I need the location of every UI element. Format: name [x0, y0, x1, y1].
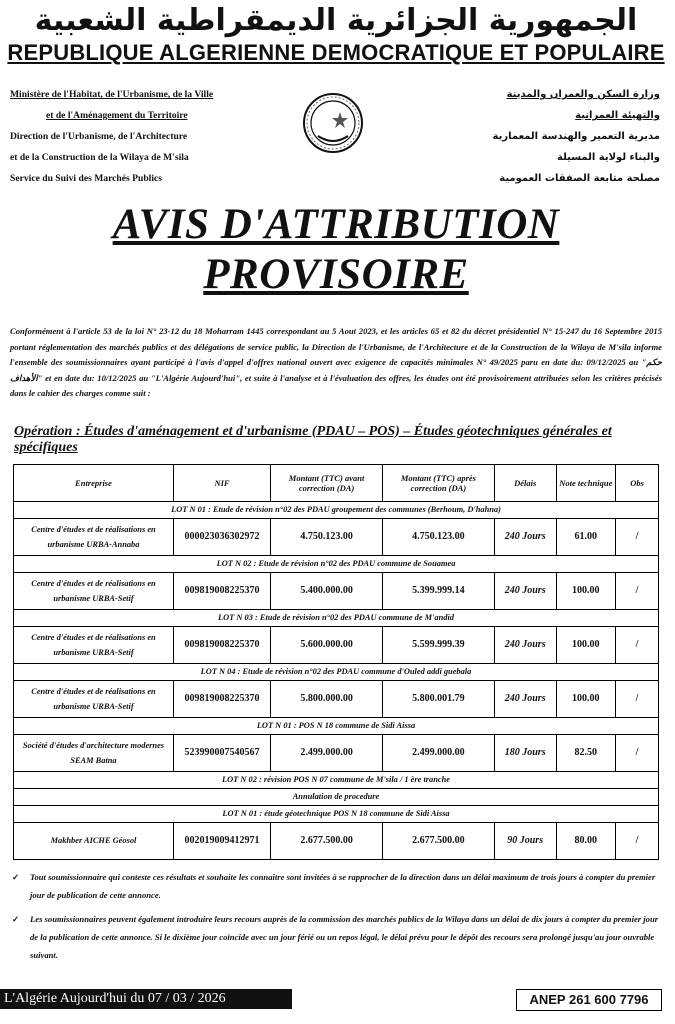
- cell-nif: 523990007540567: [173, 734, 270, 771]
- issuer-left-block: [10, 84, 280, 189]
- cell-delais: 240 Jours: [494, 572, 556, 609]
- lot-row: LOT N 01 : POS N 18 commune de Sidi Aissa: [14, 717, 659, 734]
- col-obs: Obs: [616, 464, 659, 501]
- direction-line-2: et de la Construction de la Wilaya de M'sila: [10, 152, 189, 163]
- cell-note: 100.00: [556, 626, 616, 663]
- direction-line-1: Direction de l'Urbanisme, de l'Architecture: [10, 131, 188, 142]
- cell-delais: 90 Jours: [494, 822, 556, 859]
- cell-amount-after: 4.750.123.00: [383, 518, 495, 555]
- lot-row: LOT N 01 : Etude de révision n°02 des PDAU groupement des communes (Berhoum, D'hahna): [14, 501, 659, 518]
- notes-section: [6, 868, 666, 964]
- cell-amount-before: 2.499.000.00: [271, 734, 383, 771]
- cell-delais: 240 Jours: [494, 518, 556, 555]
- checkmark-icon: ✓: [12, 871, 20, 882]
- cell-note: 61.00: [556, 518, 616, 555]
- note-text: Les soumissionnaires peuvent également introduire leurs recours auprès de la commission des marchés publics de la Wilaya dans un délai de dix jours à compter du premier jour de la publication de cette annonce. Si le dixième jour coïncide avec un jour férié ou un repos légal, le délai prévu pour le dépôt des recours sera prolongé jusqu'au jour ouvrable suivant.: [30, 913, 659, 960]
- direction-line-1-ar: مديرية التعمير والهندسة المعمارية: [492, 131, 660, 142]
- newspaper-footer: L'Algérie Aujourd'hui du 07 / 03 / 2026: [0, 989, 292, 1009]
- lot-row: LOT N 01 : étude géotechnique POS N 18 commune de Sidi Aissa: [14, 805, 659, 822]
- issuer-header: [6, 80, 666, 198]
- lot-row: LOT N 02 : révision POS N 07 commune de M'sila / 1 ère tranche: [14, 771, 659, 788]
- cell-nif: 009819008225370: [173, 572, 270, 609]
- lot-row: Annulation de procedure: [14, 788, 659, 805]
- french-republic-title: REPUBLIQUE ALGERIENNE DEMOCRATIQUE ET POPULAIRE: [7, 40, 665, 65]
- cell-amount-after: 2.677.500.00: [383, 822, 495, 859]
- attribution-table: [13, 464, 659, 860]
- lot-row: LOT N 04 : Etude de révision n°02 des PDAU commune d'Ouled addi guebala: [14, 663, 659, 680]
- intro-paragraph: Conformément à l'article 53 de la loi N° 23-12 du 18 Moharram 1445 correspondant au 5 Aout 2023, et les articles 65 et 82 du décret présidentiel N° 15-247 du 16 Septembre 2015 portant réglementation des marchés publics et des délégations de service public, la Direction de l'Urbanisme, de l'Architecture et de la Construction de la Wilaya de M'sila informe l'ensemble des soumissionnaires ayant participé à l'avis d'appel d'offres national ouvert avec exigence de capacités minimales N° 49/2025 paru en date du: 09/12/2025 au "حكم الأهداف" et en date du: 10/12/2025 au "L'Algérie Aujourd'hui", et suite à l'analyse et à l'évaluation des offres, les études ont été provisoirement attribuées selon les critères précisés dans le cahier des charges comme suit :: [10, 326, 662, 398]
- direction-line-2-ar: والبناء لولاية المسيلة: [557, 152, 660, 163]
- note-item: [12, 868, 660, 904]
- table-row: [14, 518, 659, 555]
- cell-nif: 009819008225370: [173, 626, 270, 663]
- cell-delais: 180 Jours: [494, 734, 556, 771]
- cell-entreprise: Centre d'études et de réalisations en urbanisme URBA-Setif: [14, 626, 174, 663]
- ministry-line-2-ar: والتهيئة العمرانية: [575, 110, 660, 121]
- cell-obs: /: [616, 822, 659, 859]
- arabic-republic-title: الجمهورية الجزائرية الديمقراطية الشعبية: [34, 3, 638, 38]
- cell-obs: /: [616, 572, 659, 609]
- table-row: [14, 572, 659, 609]
- table-body: [14, 501, 659, 859]
- service-line-ar: مصلحة متابعة الصفقات العمومية: [499, 173, 660, 184]
- cell-amount-before: 5.400.000.00: [271, 572, 383, 609]
- cell-entreprise: Société d'études d'architecture modernes SEAM Batna: [14, 734, 174, 771]
- cell-amount-before: 2.677.500.00: [271, 822, 383, 859]
- cell-amount-after: 5.399.999.14: [383, 572, 495, 609]
- ministry-line-1: Ministère de l'Habitat, de l'Urbanisme, de la Ville: [10, 89, 214, 100]
- cell-note: 100.00: [556, 572, 616, 609]
- cell-delais: 240 Jours: [494, 626, 556, 663]
- cell-entreprise: Centre d'études et de réalisations en urbanisme URBA-Setif: [14, 572, 174, 609]
- cell-note: 80.00: [556, 822, 616, 859]
- cell-amount-after: 2.499.000.00: [383, 734, 495, 771]
- table-row: [14, 680, 659, 717]
- cell-nif: 000023036302972: [173, 518, 270, 555]
- cell-nif: 009819008225370: [173, 680, 270, 717]
- cell-delais: 240 Jours: [494, 680, 556, 717]
- cell-entreprise: Centre d'études et de réalisations en urbanisme URBA-Setif: [14, 680, 174, 717]
- note-text: Tout soumissionnaire qui conteste ces résultats et souhaite les connaître sont invitées à se rapprocher de la direction dans un délai maximum de trois jours à compter du premier jour de publication de cette annonce.: [30, 871, 656, 900]
- cell-nif: 002019009412971: [173, 822, 270, 859]
- table-row: [14, 734, 659, 771]
- ministry-line-1-ar: وزارة السكن والعمران والمدينة: [506, 89, 660, 100]
- checkmark-icon: ✓: [12, 913, 20, 924]
- cell-amount-before: 4.750.123.00: [271, 518, 383, 555]
- col-note: Note technique: [556, 464, 616, 501]
- col-nif: NIF: [173, 464, 270, 501]
- cell-obs: /: [616, 680, 659, 717]
- anep-reference: ANEP 261 600 7796: [516, 989, 662, 1011]
- lot-row: LOT N 03 : Etude de révision n°02 des PDAU commune de M'andid: [14, 609, 659, 626]
- cell-note: 82.50: [556, 734, 616, 771]
- table-header-row: [14, 464, 659, 501]
- col-amount-before: Montant (TTC) avant correction (DA): [271, 464, 383, 501]
- issuer-right-block-arabic: [450, 84, 660, 189]
- col-delais: Délais: [494, 464, 556, 501]
- table-row: [14, 822, 659, 859]
- service-line: Service du Suivi des Marchés Publics: [10, 173, 162, 184]
- cell-amount-before: 5.800.000.00: [271, 680, 383, 717]
- col-entreprise: Entreprise: [14, 464, 174, 501]
- cell-amount-after: 5.599.999.39: [383, 626, 495, 663]
- cell-entreprise: Makhber AICHE Géosol: [14, 822, 174, 859]
- cell-amount-before: 5.600.000.00: [271, 626, 383, 663]
- cell-obs: /: [616, 626, 659, 663]
- lot-row: LOT N 02 : Etude de révision n°02 des PDAU commune de Souamea: [14, 555, 659, 572]
- cell-note: 100.00: [556, 680, 616, 717]
- cell-amount-after: 5.800.001.79: [383, 680, 495, 717]
- cell-entreprise: Centre d'études et de réalisations en urbanisme URBA-Annaba: [14, 518, 174, 555]
- table-row: [14, 626, 659, 663]
- announcement-page: [6, 4, 666, 1018]
- cell-obs: /: [616, 518, 659, 555]
- cell-obs: /: [616, 734, 659, 771]
- algeria-emblem-icon: [302, 92, 364, 154]
- document-title: AVIS D'ATTRIBUTION PROVISOIRE: [112, 201, 560, 298]
- col-amount-after: Montant (TTC) après correction (DA): [383, 464, 495, 501]
- ministry-line-2: et de l'Aménagement du Territoire: [46, 110, 188, 121]
- operation-title: Opération : Études d'aménagement et d'urbanisme (PDAU – POS) – Études géotechniques générales et spécifiques: [14, 423, 612, 455]
- note-item: [12, 910, 660, 964]
